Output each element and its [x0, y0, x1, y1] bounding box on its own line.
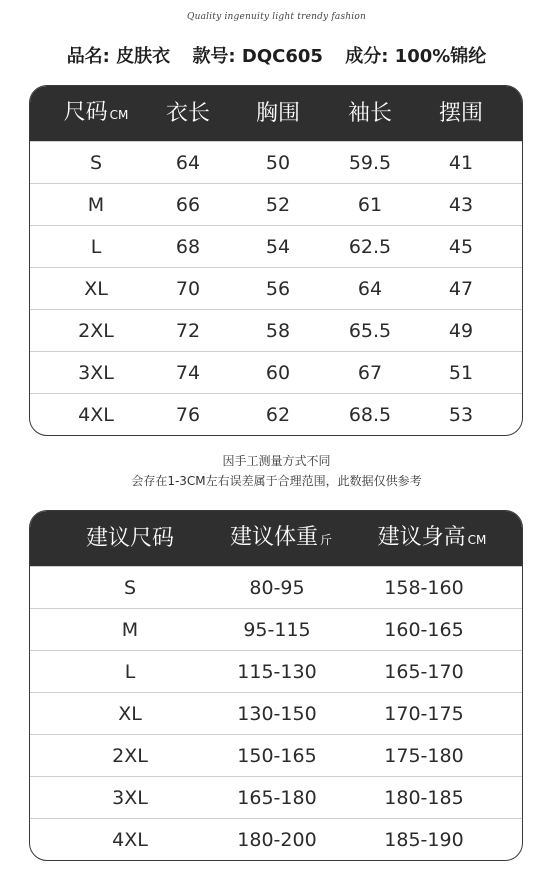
- table-cell: 2XL: [78, 319, 114, 342]
- table-cell: 3XL: [112, 786, 148, 809]
- table-cell: 49: [448, 319, 474, 342]
- table-cell: 47: [448, 277, 474, 300]
- table-cell: M: [87, 193, 105, 216]
- table-cell: 2XL: [112, 744, 148, 767]
- table-cell: XL: [84, 277, 108, 300]
- table-row: [30, 734, 522, 776]
- table-cell: 61: [357, 193, 383, 216]
- table-cell: 68.5: [348, 403, 392, 426]
- table-cell: 95-115: [243, 618, 311, 641]
- header-length: 衣长: [165, 101, 210, 126]
- table-cell: 4XL: [112, 828, 148, 851]
- note-line-1: 因手工测量方式不同: [222, 454, 331, 468]
- size-table: [29, 85, 523, 436]
- header-rec-height-label: 建议身高: [377, 524, 466, 550]
- table-cell: 170-175: [384, 702, 464, 725]
- tagline: Quality ingenuity light trendy fashion: [187, 12, 366, 22]
- table-row: [30, 183, 522, 225]
- size-table-header: [30, 86, 522, 141]
- table-row: [30, 225, 522, 267]
- table-cell: 43: [448, 193, 474, 216]
- table-row: [30, 267, 522, 309]
- table-cell: 54: [265, 235, 291, 258]
- table-row: [30, 692, 522, 734]
- table-cell: 51: [448, 361, 474, 384]
- table-cell: 70: [175, 277, 201, 300]
- table-cell: 160-165: [384, 618, 464, 641]
- table-cell: 45: [448, 235, 474, 258]
- table-cell: S: [89, 151, 103, 174]
- table-cell: 64: [175, 151, 201, 174]
- header-rec-weight-unit: 斤: [320, 532, 333, 547]
- table-row: [30, 650, 522, 692]
- header-rec-size: 建议尺码: [85, 526, 174, 551]
- table-cell: 165-180: [237, 786, 317, 809]
- table-cell: 180-185: [384, 786, 464, 809]
- table-cell: 64: [357, 277, 383, 300]
- table-row: [30, 393, 522, 435]
- table-cell: 80-95: [249, 576, 305, 599]
- table-cell: 53: [448, 403, 474, 426]
- table-cell: 67: [357, 361, 383, 384]
- table-cell: 150-165: [237, 744, 317, 767]
- table-cell: 62.5: [348, 235, 392, 258]
- table-row: [30, 776, 522, 818]
- table-cell: 62: [265, 403, 291, 426]
- table-cell: 58: [265, 319, 291, 342]
- table-cell: 130-150: [237, 702, 317, 725]
- table-cell: L: [90, 235, 102, 258]
- table-cell: 180-200: [237, 828, 317, 851]
- table-row: [30, 818, 522, 860]
- table-cell: 56: [265, 277, 291, 300]
- product-info: [0, 42, 553, 68]
- table-cell: 115-130: [237, 660, 317, 683]
- recommend-table: [29, 510, 523, 861]
- header-rec-weight: [230, 510, 332, 568]
- table-cell: 68: [175, 235, 201, 258]
- header-size-unit: CM: [109, 107, 129, 122]
- header-chest: 胸围: [255, 101, 300, 126]
- header-size: [30, 85, 162, 143]
- header-hem: 摆围: [438, 101, 483, 126]
- table-cell: 175-180: [384, 744, 464, 767]
- table-cell: M: [121, 618, 139, 641]
- table-cell: 165-170: [384, 660, 464, 683]
- table-cell: XL: [118, 702, 142, 725]
- table-cell: S: [123, 576, 137, 599]
- table-cell: 65.5: [348, 319, 392, 342]
- table-cell: 185-190: [384, 828, 464, 851]
- table-row: [30, 608, 522, 650]
- header-rec-weight-label: 建议体重: [230, 524, 319, 550]
- table-cell: 72: [175, 319, 201, 342]
- table-cell: 4XL: [78, 403, 114, 426]
- header-rec-height-unit: CM: [467, 532, 487, 547]
- product-model: 款号: DQC605: [192, 46, 323, 67]
- product-material: 成分: 100%锦纶: [345, 46, 487, 67]
- table-cell: L: [124, 660, 136, 683]
- table-cell: 74: [175, 361, 201, 384]
- table-cell: 3XL: [78, 361, 114, 384]
- note-line-2: 会存在1-3CM左右误差属于合理范围，此数据仅供参考: [131, 474, 422, 488]
- product-name: 品名: 皮肤衣: [66, 46, 171, 67]
- header-size-label: 尺码: [63, 99, 108, 125]
- header-rec-height: [332, 510, 523, 568]
- table-row: [30, 566, 522, 608]
- table-cell: 66: [175, 193, 201, 216]
- table-cell: 76: [175, 403, 201, 426]
- table-cell: 60: [265, 361, 291, 384]
- table-cell: 59.5: [348, 151, 392, 174]
- table-cell: 158-160: [384, 576, 464, 599]
- table-cell: 52: [265, 193, 291, 216]
- header-sleeve: 袖长: [347, 101, 392, 126]
- recommend-table-header: [30, 511, 522, 566]
- table-row: [30, 351, 522, 393]
- table-cell: 50: [265, 151, 291, 174]
- table-row: [30, 309, 522, 351]
- table-row: [30, 141, 522, 183]
- table-cell: 41: [448, 151, 474, 174]
